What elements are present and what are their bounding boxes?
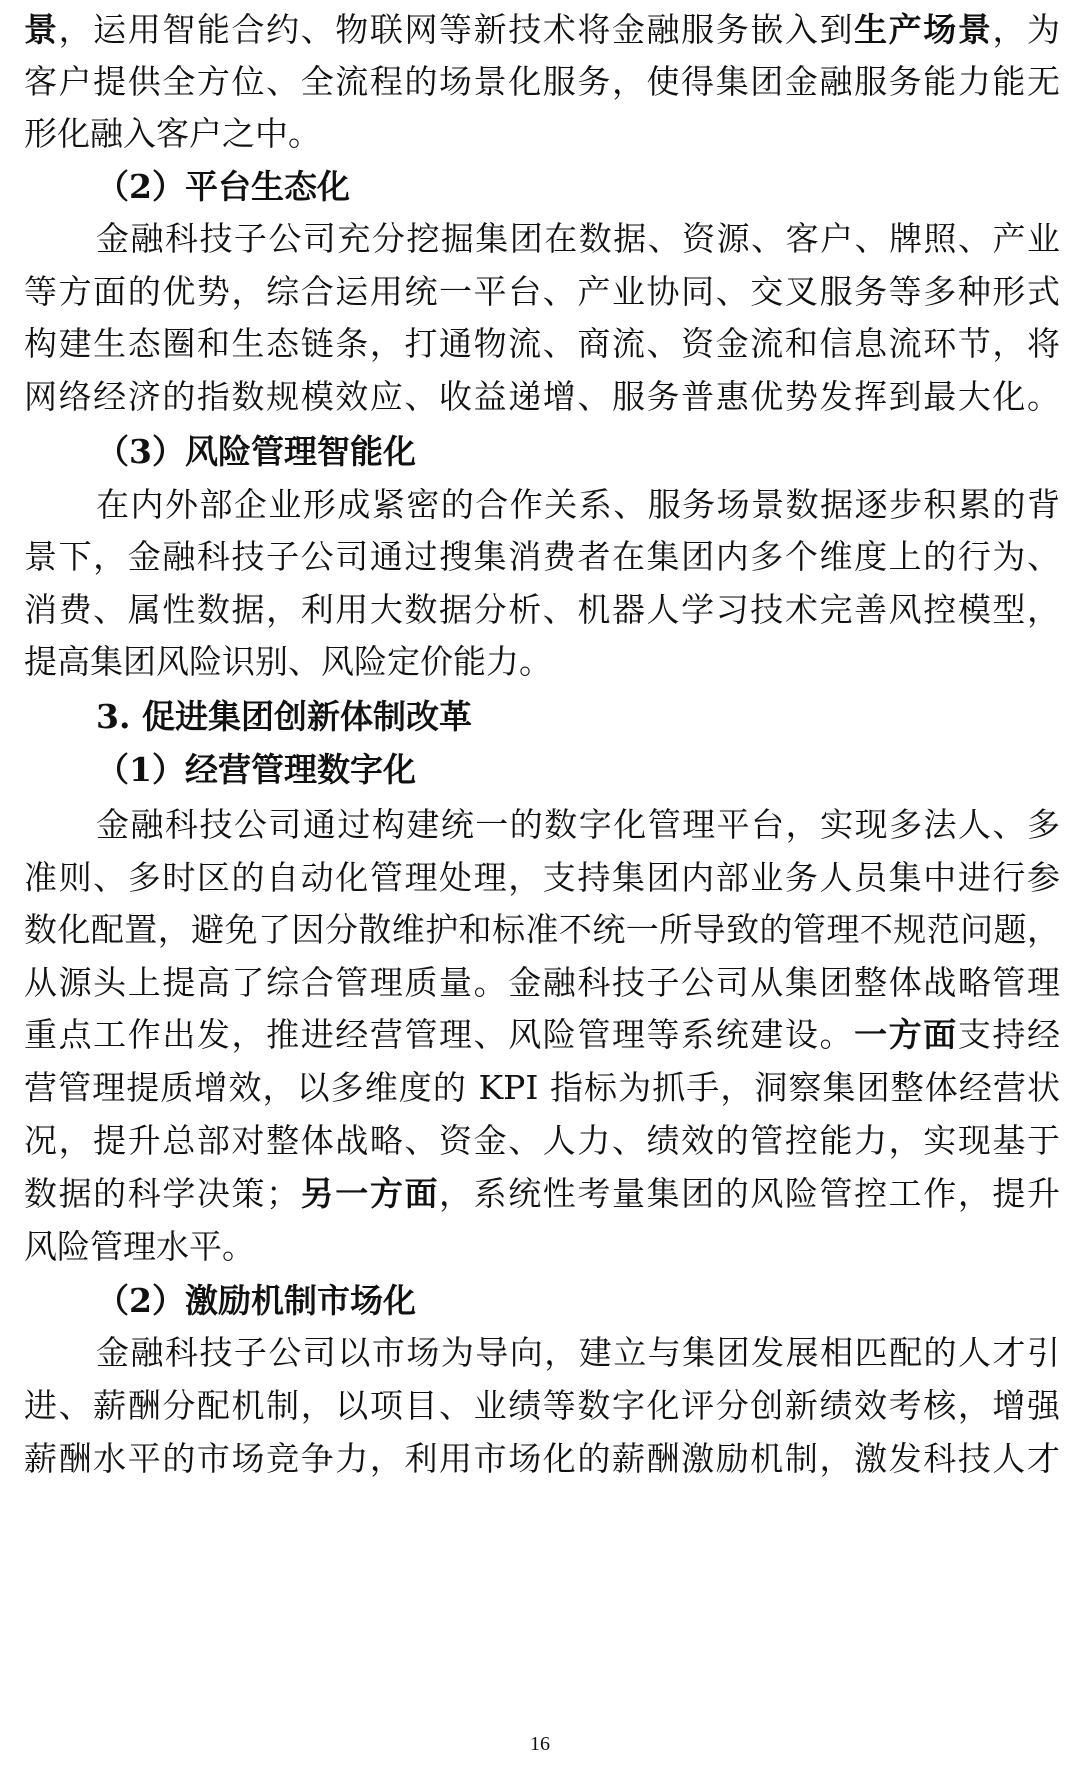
paragraph-line — [24, 1429, 1060, 1489]
text-run: 构建生态圈和生态链条，打通物流、商流、资金流和信息流环节，将 — [24, 324, 1060, 363]
bold-text: 一方面 — [854, 1015, 958, 1054]
paragraph-line — [96, 795, 1060, 855]
paragraph-line — [24, 953, 1060, 1013]
text-run: 进、薪酬分配机制，以项目、业绩等数字化评分创新绩效考核，增强 — [24, 1386, 1060, 1425]
text-run: 重点工作出发，推进经营管理、风险管理等系统建设。 — [24, 1015, 855, 1054]
text-run: 从源头上提高了综合管理质量。金融科技子公司从集团整体战略管理 — [24, 963, 1060, 1002]
text-run: 支持经 — [957, 1015, 1061, 1054]
paragraph-line — [24, 262, 1060, 322]
text-run: 金融科技子公司以市场为导向，建立与集团发展相匹配的人才引 — [96, 1333, 1060, 1372]
text-run: 等方面的优势，综合运用统一平台、产业协同、交叉服务等多种形式 — [24, 272, 1060, 311]
section-heading — [96, 422, 416, 482]
bold-text: 景 — [24, 10, 59, 49]
paragraph-line — [24, 52, 1060, 112]
text-run: ，为 — [992, 10, 1061, 49]
section-heading — [96, 157, 350, 217]
text-run: 形化融入客户之中。 — [24, 114, 321, 153]
paragraph-line — [96, 1323, 1060, 1383]
paragraph-line — [96, 475, 1060, 535]
bold-text: （3）风险管理智能化 — [96, 432, 416, 471]
paragraph-line — [24, 900, 1060, 960]
paragraph-line — [24, 1111, 1060, 1171]
paragraph-line — [24, 1005, 1060, 1065]
section-heading — [96, 1271, 416, 1331]
bold-text: （2）平台生态化 — [96, 167, 350, 206]
paragraph-line — [24, 104, 321, 164]
text-run: 数据的科学决策； — [24, 1174, 300, 1213]
text-run: 在内外部企业形成紧密的合作关系、服务场景数据逐步积累的背 — [96, 485, 1060, 524]
section-heading — [96, 740, 416, 800]
paragraph-line — [24, 1217, 255, 1277]
text-run: 消费、属性数据，利用大数据分析、机器人学习技术完善风控模型， — [24, 590, 1060, 629]
paragraph-line — [24, 1058, 1060, 1118]
text-run: 准则、多时区的自动化管理处理，支持集团内部业务人员集中进行参 — [24, 858, 1060, 897]
text-run: 风险管理水平。 — [24, 1227, 255, 1266]
bold-text: 3. 促进集团创新体制改革 — [96, 697, 472, 736]
paragraph-line — [24, 367, 1060, 427]
text-run: 提高集团风险识别、风险定价能力。 — [24, 642, 552, 681]
text-run: 客户提供全方位、全流程的场景化服务，使得集团金融服务能力能无 — [24, 62, 1060, 101]
paragraph-line — [24, 0, 1060, 60]
bold-text: 生产场景 — [854, 10, 993, 49]
paragraph-line — [24, 1164, 1060, 1224]
text-run: ，运用智能合约、物联网等新技术将金融服务嵌入到 — [58, 10, 855, 49]
text-run: 金融科技子公司充分挖掘集团在数据、资源、客户、牌照、产业 — [96, 219, 1060, 258]
text-run: 景下，金融科技子公司通过搜集消费者在集团内多个维度上的行为、 — [24, 537, 1060, 576]
text-run: 薪酬水平的市场竞争力，利用市场化的薪酬激励机制，激发科技人才 — [24, 1439, 1060, 1478]
text-run: 金融科技公司通过构建统一的数字化管理平台，实现多法人、多 — [96, 805, 1060, 844]
paragraph-line — [24, 632, 552, 692]
paragraph-line — [24, 580, 1060, 640]
text-run: 况，提升总部对整体战略、资金、人力、绩效的管控能力，实现基于 — [24, 1121, 1060, 1160]
chapter-heading — [96, 687, 472, 747]
paragraph-line — [24, 848, 1060, 908]
paragraph-line — [24, 527, 1060, 587]
text-run: 营管理提质增效，以多维度的 KPI 指标为抓手，洞察集团整体经营状 — [24, 1068, 1060, 1107]
paragraph-line — [96, 209, 1060, 269]
bold-text: 另一方面 — [299, 1174, 440, 1213]
bold-text: （2）激励机制市场化 — [96, 1281, 416, 1320]
page-number: 16 — [530, 1733, 550, 1755]
text-run: ，系统性考量集团的风险管控工作，提升 — [439, 1174, 1061, 1213]
paragraph-line — [24, 1376, 1060, 1436]
text-run: 网络经济的指数规模效应、收益递增、服务普惠优势发挥到最大化。 — [24, 377, 1060, 416]
bold-text: （1）经营管理数字化 — [96, 750, 416, 789]
paragraph-line — [24, 314, 1060, 374]
text-run: 数化配置，避免了因分散维护和标准不统一所导致的管理不规范问题， — [24, 910, 1060, 949]
